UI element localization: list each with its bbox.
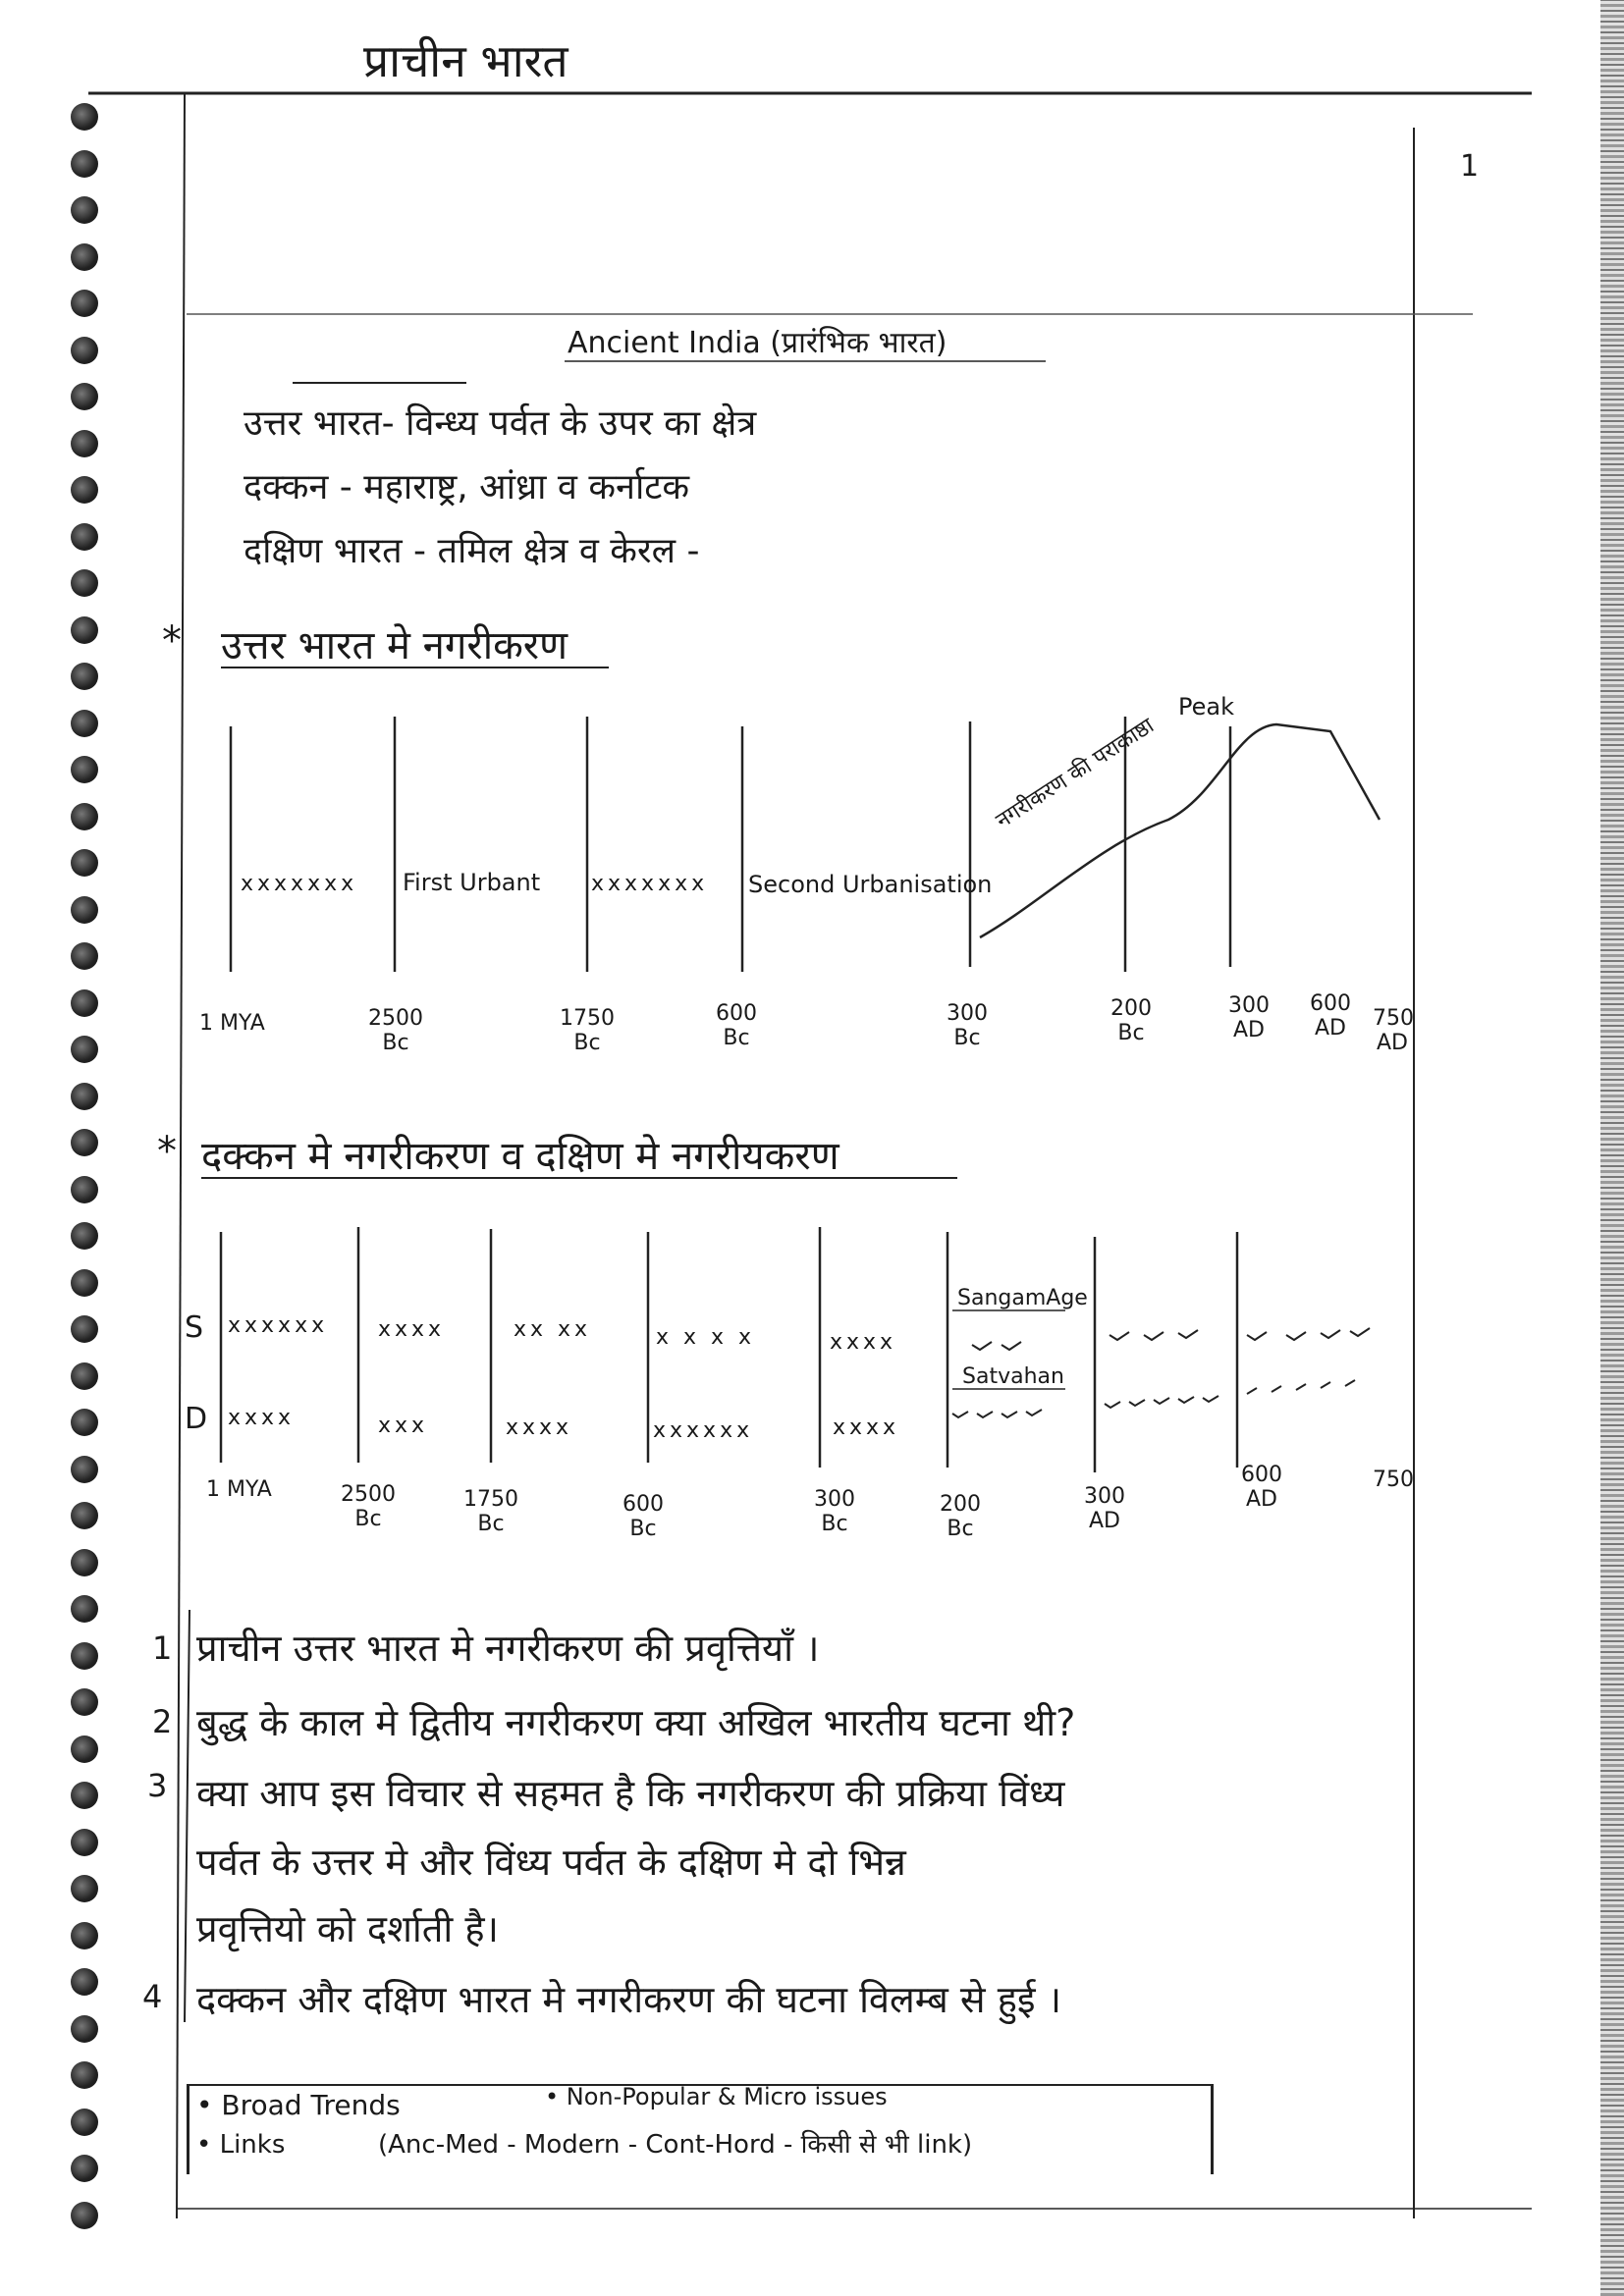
urbanisation-curve: [980, 724, 1380, 937]
question-number: 2: [152, 1703, 173, 1740]
period-3: xxxxxxx: [591, 872, 709, 896]
period-second-urban: Second Urbanisation: [748, 871, 993, 898]
peak-label: Peak: [1178, 693, 1234, 721]
d-mark-4: xxxxxx: [653, 1418, 754, 1443]
question-text: दक्कन और दक्षिण भारत मे नगरीकरण की घटना विलम्ब से हुई ।: [196, 1978, 1062, 2021]
main-heading: Ancient India (प्रारंभिक भारत): [568, 326, 947, 360]
d2-marker-300bc: 300 Bc: [814, 1487, 855, 1536]
d2-marker-1750bc: 1750 Bc: [463, 1487, 518, 1536]
marker-1mya: 1 MYA: [199, 1011, 265, 1036]
question-text: क्या आप इस विचार से सहमत है कि नगरीकरण की प्रक्रिया विंध्य: [196, 1772, 1065, 1815]
marker-2500bc: 2500 Bc: [368, 1006, 423, 1055]
bullet-star: *: [162, 618, 182, 664]
timeline-deccan: [177, 1217, 1424, 1492]
d-mark-3: xxxx: [506, 1415, 573, 1440]
d-mark-1: xxxx: [228, 1406, 296, 1430]
marker-200bc: 200 Bc: [1110, 996, 1152, 1045]
d-mark-2: xxx: [378, 1414, 429, 1438]
row-label-d: D: [185, 1402, 208, 1436]
satvahan-label: Satvahan: [962, 1364, 1064, 1389]
question-text: प्रवृत्तियो को दर्शाती है।: [196, 1907, 499, 1950]
question-number: 3: [147, 1767, 168, 1804]
section1-title: उत्तर भारत मे नगरीकरण: [221, 623, 568, 668]
footer-micro-issues: • Non-Popular & Micro issues: [545, 2083, 888, 2110]
d2-marker-750: 750: [1373, 1468, 1414, 1492]
period-1: xxxxxxx: [241, 872, 358, 896]
question-text: प्राचीन उत्तर भारत मे नगरीकरण की प्रवृत्तियाँ ।: [196, 1627, 820, 1670]
curve-label: नगरीकरण की पराकाष्ठा: [992, 713, 1159, 834]
section2-title: दक्कन मे नगरीकरण व दक्षिण मे नगरीयकरण: [201, 1134, 839, 1179]
footer-links: • Links: [196, 2130, 286, 2160]
d2-marker-300ad: 300 AD: [1084, 1484, 1125, 1533]
d-mark-5: xxxx: [833, 1415, 900, 1440]
sangam-ticks: [972, 1328, 1370, 1350]
s-mark-2: xxxx: [378, 1317, 446, 1342]
marker-300bc: 300 Bc: [947, 1001, 988, 1050]
page-title: प्राचीन भारत: [363, 34, 568, 87]
question-number: 1: [152, 1629, 173, 1667]
sangam-age-label: SangamAge: [957, 1286, 1088, 1310]
marker-1750bc: 1750 Bc: [560, 1006, 615, 1055]
question-text: बुद्ध के काल मे द्वितीय नगरीकरण क्या अखिल भारतीय घटना थी?: [196, 1701, 1076, 1744]
s-mark-5: xxxx: [830, 1330, 897, 1355]
s-mark-4: x x x x: [656, 1325, 756, 1350]
region-north: उत्तर भारत- विन्ध्य पर्वत के उपर का क्षेत्र: [244, 403, 757, 444]
question-text: पर्वत के उत्तर मे और विंध्य पर्वत के दक्षिण मे दो भिन्न: [196, 1841, 906, 1884]
marker-300ad: 300 AD: [1228, 993, 1270, 1042]
region-deccan: दक्कन - महाराष्ट्र, आंध्रा व कर्नाटक: [244, 467, 690, 507]
row-label-s: S: [185, 1310, 204, 1345]
d2-marker-1mya: 1 MYA: [206, 1477, 272, 1502]
bullet-star: *: [157, 1129, 177, 1174]
s-mark-1: xxxxxx: [228, 1313, 329, 1338]
period-first-urban: First Urbant: [403, 869, 541, 896]
d2-marker-600ad: 600 AD: [1241, 1463, 1282, 1512]
footer-broad-trends: • Broad Trends: [196, 2089, 401, 2121]
question-number: 4: [142, 1978, 163, 2015]
footer-links-detail: (Anc-Med - Modern - Cont-Hord - किसी से भी link): [378, 2130, 973, 2160]
marker-750ad: 750 AD: [1373, 1006, 1414, 1055]
region-south: दक्षिण भारत - तमिल क्षेत्र व केरल -: [244, 531, 700, 571]
d2-marker-2500bc: 2500 Bc: [341, 1482, 396, 1531]
d2-marker-200bc: 200 Bc: [940, 1492, 981, 1541]
marker-600ad: 600 AD: [1310, 991, 1351, 1041]
s-mark-3: xx xx: [514, 1317, 592, 1342]
marker-600bc: 600 Bc: [716, 1001, 757, 1050]
page-number: 1: [1460, 149, 1480, 184]
d2-marker-600bc: 600 Bc: [623, 1492, 664, 1541]
